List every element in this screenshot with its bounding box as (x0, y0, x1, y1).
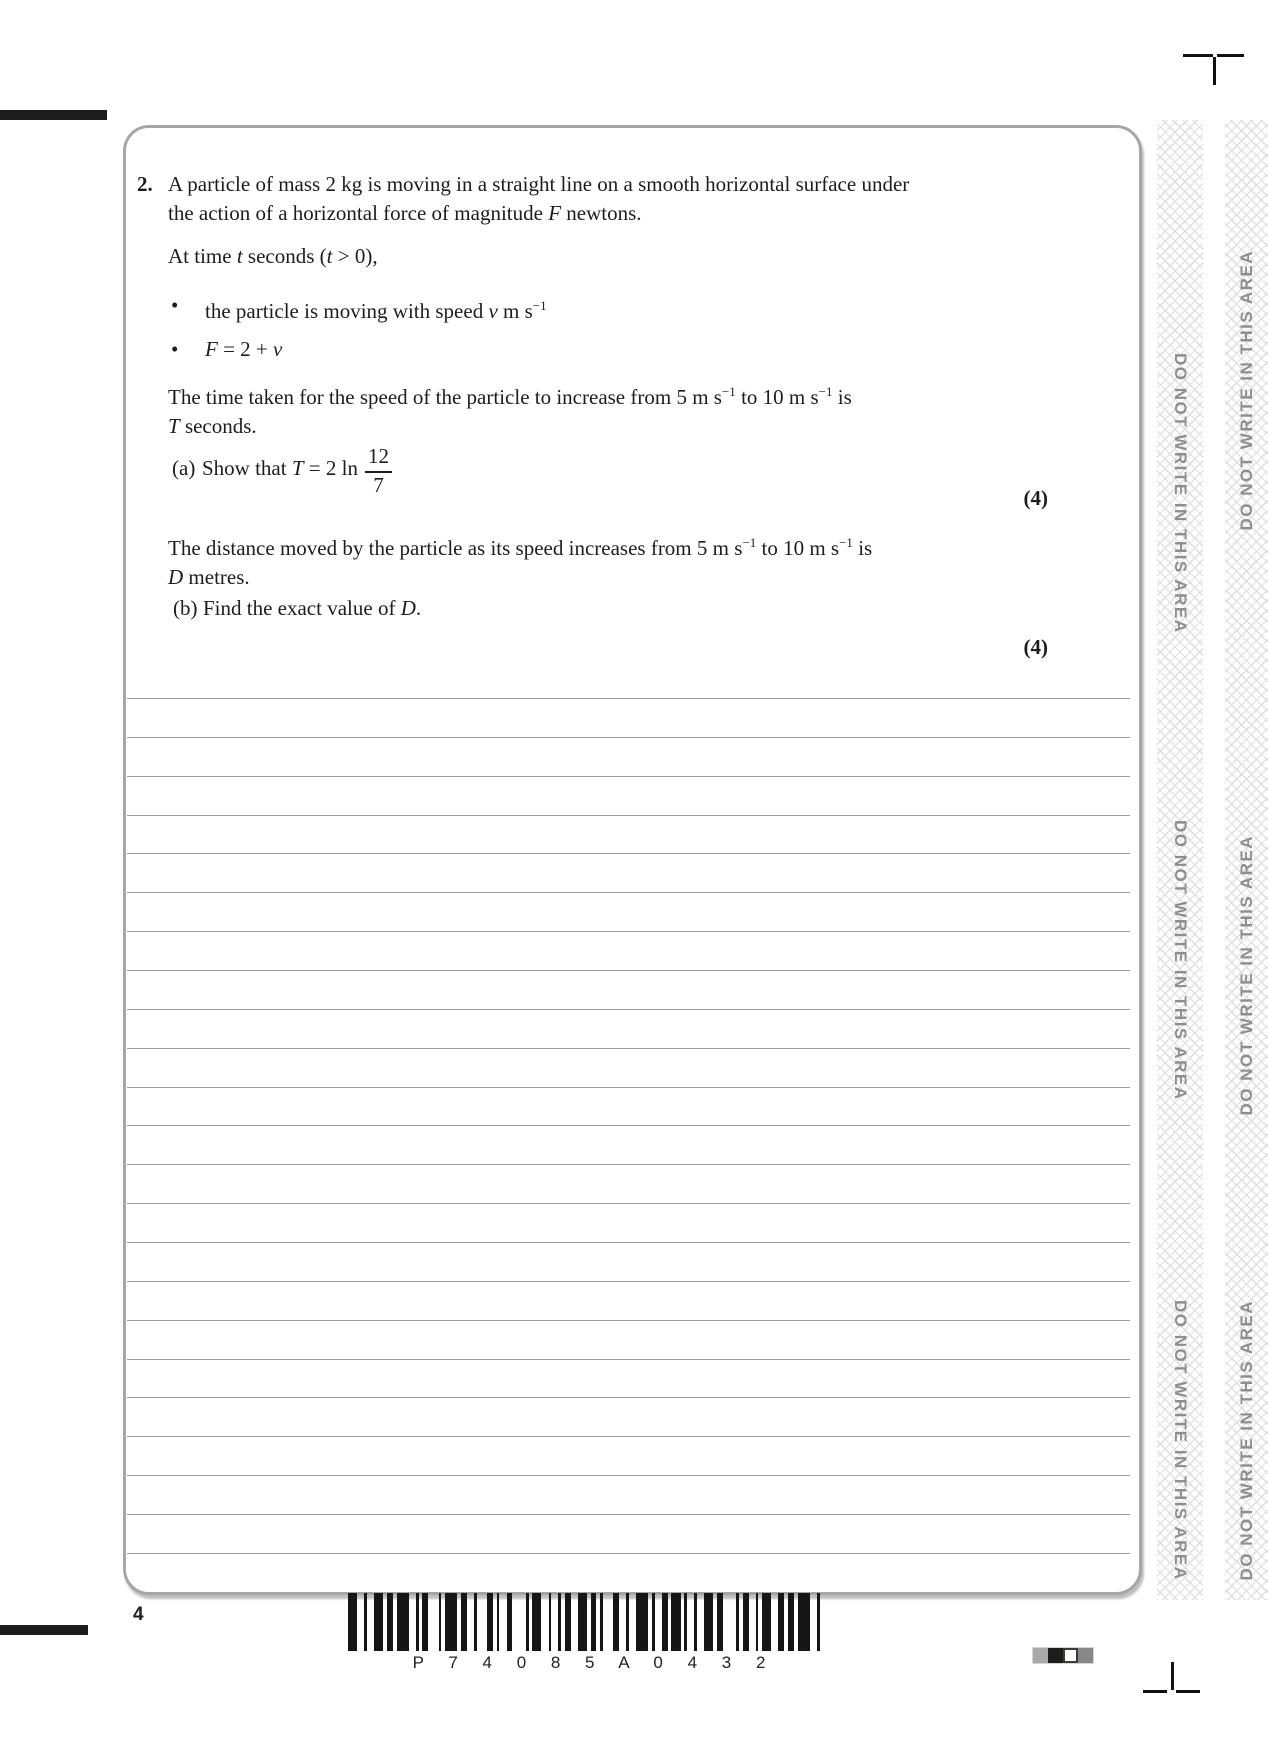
answer-line (127, 892, 1130, 893)
answer-line (127, 1087, 1130, 1088)
answer-line (127, 776, 1130, 777)
bullet-speed (171, 291, 547, 326)
answer-line (127, 737, 1130, 738)
var-t: t (236, 244, 243, 268)
bullet-force (171, 335, 282, 364)
do-not-write-label: DO NOT WRITE IN THIS AREA (1236, 835, 1256, 1116)
do-not-write-label: DO NOT WRITE IN THIS AREA (1171, 353, 1190, 634)
var-t: t (326, 244, 333, 268)
answer-line (127, 698, 1130, 699)
color-swatch-white (1063, 1648, 1078, 1663)
part-b-statement: Find the exact value of D. (203, 596, 422, 620)
fraction-numerator: 12 (367, 444, 389, 469)
question-number: 2. (137, 172, 153, 196)
time-taken-paragraph: The time taken for the speed of the particle to increase from 5 m $s^{-1}$ to 10 m $s^{-1}$ is T seconds. (168, 384, 852, 438)
part-b-label: (b) (173, 596, 198, 620)
answer-line (127, 1397, 1130, 1398)
left-edge-bar-top (0, 110, 107, 120)
part-a-statement: Show that T = 2 ln (202, 455, 358, 480)
do-not-write-label: DO NOT WRITE IN THIS AREA (1171, 820, 1190, 1101)
fraction-12-over-7 (365, 445, 392, 496)
var-F: F (205, 337, 218, 361)
bullet-icon: • (171, 293, 179, 317)
answer-line (127, 931, 1130, 932)
var-T: T (291, 455, 304, 480)
part-b-line (173, 596, 421, 621)
at-time-line: At time t seconds (t > 0), (168, 244, 378, 268)
bullet-force-text: F = 2 + v (205, 337, 283, 361)
answer-line (127, 1281, 1130, 1282)
do-not-write-label: DO NOT WRITE IN THIS AREA (1171, 1300, 1190, 1581)
var-v: v (273, 337, 283, 361)
intro-line-1: A particle of mass 2 kg is moving in a straight line on a smooth horizontal surface under (168, 172, 910, 196)
answer-line (127, 1164, 1130, 1165)
barcode (348, 1593, 830, 1673)
answer-line (127, 1125, 1130, 1126)
var-v: v (488, 299, 498, 323)
do-not-write-label: DO NOT WRITE IN THIS AREA (1236, 250, 1256, 531)
part-a-marks: (4) (1023, 486, 1048, 510)
answer-lines (127, 698, 1130, 1558)
answer-line (127, 1553, 1130, 1554)
color-swatch-black (1048, 1648, 1063, 1663)
part-a-line (172, 443, 392, 499)
do-not-write-strip-left (1157, 120, 1203, 1600)
color-swatch-dark-gray (1078, 1648, 1093, 1663)
question-intro (137, 170, 909, 228)
var-D: D (400, 596, 416, 620)
answer-line (127, 1203, 1130, 1204)
question-intro-text (168, 170, 909, 228)
do-not-write-strip-right (1225, 120, 1268, 1600)
answer-line (127, 1475, 1130, 1476)
bullet-speed-text: the particle is moving with speed v m $s^{-1}$ (205, 298, 547, 323)
var-F: F (548, 201, 562, 225)
answer-line (127, 1320, 1130, 1321)
answer-line (127, 853, 1130, 854)
answer-line (127, 1048, 1130, 1049)
part-a-label: (a) (172, 455, 196, 480)
var-T: T (168, 414, 180, 438)
answer-line (127, 1514, 1130, 1515)
do-not-write-label: DO NOT WRITE IN THIS AREA (1236, 1300, 1256, 1581)
answer-line (127, 1359, 1130, 1360)
answer-line (127, 815, 1130, 816)
var-D: D (168, 565, 184, 589)
print-color-swatches (1032, 1647, 1094, 1664)
left-edge-bar-bottom (0, 1625, 88, 1635)
barcode-bars (348, 1593, 830, 1651)
barcode-text: P 7 4 0 8 5 A 0 4 3 2 (412, 1653, 766, 1672)
part-b-marks: (4) (1023, 635, 1048, 659)
bullet-icon: • (171, 337, 179, 361)
answer-line (127, 970, 1130, 971)
answer-line (127, 1242, 1130, 1243)
answer-line (127, 1436, 1130, 1437)
distance-paragraph: The distance moved by the particle as its speed increases from 5 m $s^{-1}$ to 10 m $s^{-1}$ is D metres. (168, 535, 873, 589)
answer-line (127, 1009, 1130, 1010)
fraction-denominator: 7 (365, 471, 392, 497)
color-swatch-gray (1033, 1648, 1048, 1663)
page-number: 4 (133, 1604, 144, 1625)
intro-line-2: the action of a horizontal force of magnitude F newtons. (168, 201, 642, 225)
